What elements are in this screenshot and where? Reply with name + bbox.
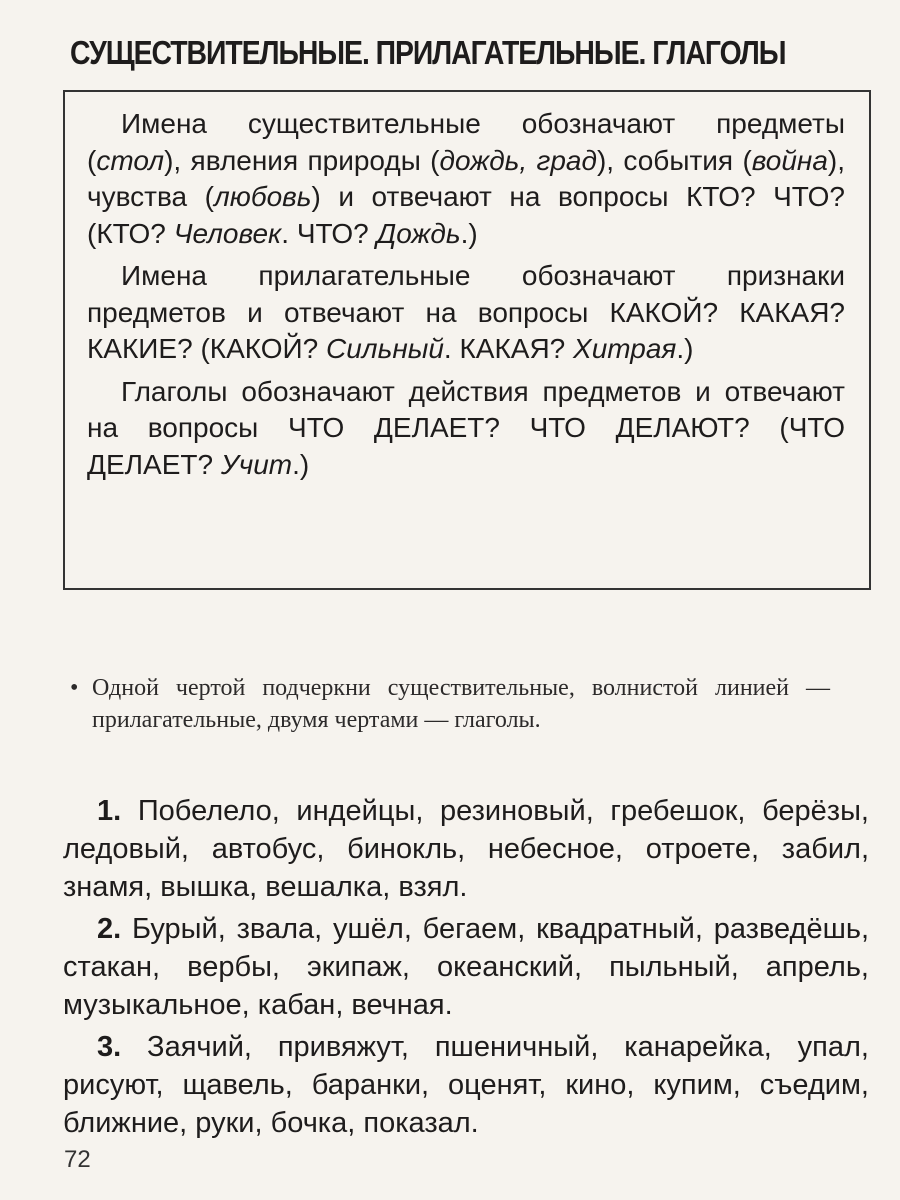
rule-text: .): [676, 333, 694, 364]
example-word: любовь: [213, 181, 312, 212]
example-word: война: [751, 144, 828, 176]
rule-text: .): [460, 217, 478, 249]
exercise-words: Заячий, привяжут, пшеничный, канарейка, упал, рисуют, щавель, баранки, оценят, кино, купим, съедим, ближние, руки, бочка, показал.: [63, 1031, 869, 1139]
rule-text: ), чувства (: [87, 144, 846, 212]
exercise-number: 3.: [97, 1031, 122, 1063]
rule-text: ), события (: [596, 144, 752, 176]
exercise-item: [63, 1028, 869, 1142]
rule-text: . КАКАЯ?: [443, 333, 574, 364]
rule-nouns: [87, 106, 845, 252]
page-title: СУЩЕСТВИТЕЛЬНЫЕ. ПРИЛАГАТЕЛЬНЫЕ. ГЛАГОЛЫ: [70, 34, 786, 71]
task-instruction: [70, 672, 830, 736]
exercise-words: Бурый, звала, ушёл, бегаем, квадратный, разведёшь, стакан, вербы, экипаж, океанский, пыльный, апрель, музыкальное, кабан, вечная.: [63, 913, 869, 1021]
exercise-item: [63, 910, 869, 1024]
example-word: Учит: [220, 448, 293, 480]
task-text: Одной чертой подчеркни существительные, волнистой линией — прилагательные, двумя чертами — глаголы.: [92, 675, 830, 733]
page-number: 72: [64, 1146, 91, 1173]
rule-box: [63, 90, 871, 590]
rule-text: Имена существительные обозначают предметы (: [87, 108, 845, 176]
exercise-list: [63, 792, 869, 1146]
exercise-words: Побелело, индейцы, резиновый, гребешок, берёзы, ледовый, автобус, бинокль, небесное, отроете, забил, знамя, вышка, вешалка, взял.: [63, 795, 869, 903]
exercise-number: 2.: [97, 913, 122, 945]
rule-adjectives: [87, 258, 845, 368]
example-word: Дождь: [376, 217, 461, 249]
exercise-number: 1.: [97, 795, 122, 827]
exercise-item: [63, 792, 869, 906]
rule-text: Глаголы обозначают действия предметов и отвечают на вопросы ЧТО ДЕЛАЕТ? ЧТО ДЕЛАЮТ? (ЧТО ДЕЛАЕТ?: [87, 375, 845, 480]
rule-text: . ЧТО?: [281, 217, 377, 249]
bullet-icon: •: [70, 675, 79, 701]
example-word: Сильный: [326, 333, 444, 364]
rule-text: .): [292, 448, 310, 480]
rule-text: ), явления природы (: [164, 144, 440, 176]
example-word: Хитрая: [573, 333, 677, 364]
rule-verbs: [87, 374, 845, 484]
example-word: стол: [96, 144, 165, 176]
example-word: дождь, град: [439, 144, 597, 176]
example-word: Человек: [173, 217, 282, 249]
rule-text: ) и отвечают на вопросы КТО? ЧТО? (КТО?: [87, 181, 845, 249]
rule-text: Имена прилагательные обозначают признаки предметов и отвечают на вопросы КАКОЙ? КАКАЯ? КАКИЕ? (КАКОЙ?: [87, 260, 845, 364]
